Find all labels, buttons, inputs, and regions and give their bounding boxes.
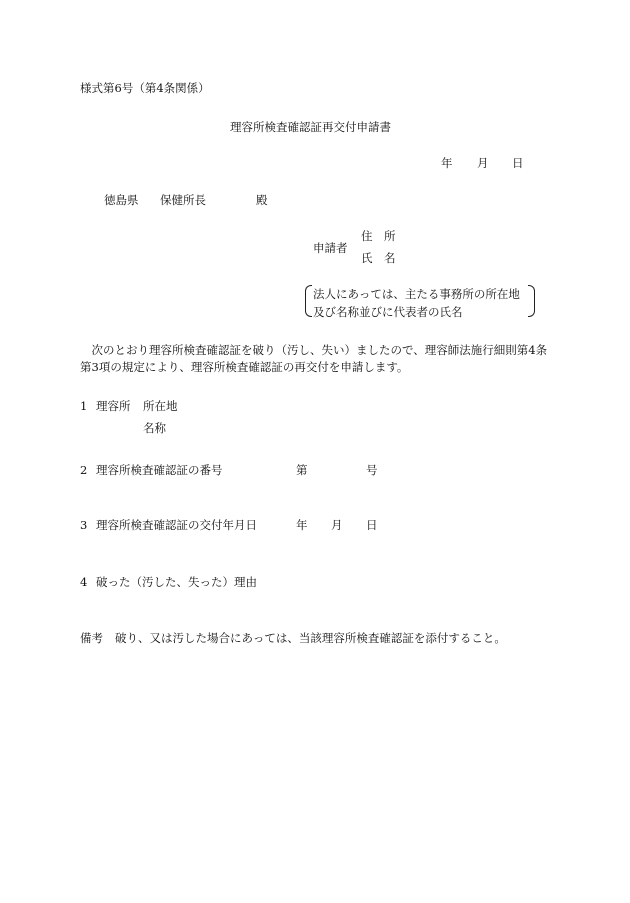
- item-3-month: 月: [331, 518, 343, 532]
- applicant-address-label: 住 所: [361, 229, 396, 243]
- item-1-label: 理容所: [96, 399, 131, 413]
- item-3-label: 理容所検査確認証の交付年月日: [96, 518, 257, 532]
- item-2-prefix: 第: [296, 463, 308, 477]
- item-2-label: 理容所検査確認証の番号: [96, 463, 223, 477]
- applicant-label: 申請者: [313, 241, 348, 255]
- item-3-day: 日: [366, 518, 378, 532]
- addressee-prefecture: 徳島県: [104, 193, 139, 207]
- applicant-note-line2: 及び名称並びに代表者の氏名: [313, 305, 463, 319]
- item-1-location-label: 所在地: [143, 399, 178, 413]
- item-4-label: 破った（汚した、失った）理由: [96, 575, 257, 589]
- remarks-label: 備考: [80, 631, 103, 645]
- item-3-year: 年: [296, 518, 308, 532]
- applicant-name-label: 氏 名: [361, 251, 396, 265]
- item-2-number: 2: [80, 463, 88, 477]
- remarks-text: 破り、又は汚した場合にあっては、当該理容所検査確認証を添付すること。: [115, 631, 506, 645]
- date-month: 月: [477, 156, 489, 170]
- item-3-number: 3: [80, 518, 88, 532]
- addressee-honorific: 殿: [256, 193, 268, 207]
- page-title: 理容所検査確認証再交付申請書: [230, 120, 391, 134]
- item-2-suffix: 号: [366, 463, 378, 477]
- date-year: 年: [441, 156, 453, 170]
- date-day: 日: [512, 156, 524, 170]
- note-bracket-right: [528, 285, 535, 317]
- note-bracket-left: [305, 285, 312, 317]
- form-id: 様式第6号（第4条関係）: [80, 81, 210, 95]
- item-1-number: 1: [80, 399, 88, 413]
- item-1-name-label: 名称: [143, 421, 166, 435]
- item-4-number: 4: [80, 575, 88, 589]
- addressee-office: 保健所長: [160, 193, 206, 207]
- body-text: 次のとおり理容所検査確認証を破り（汚し、失い）ましたので、理容師法施行細則第4条第3項の規定により、理容所検査確認証の再交付を申請します。: [80, 343, 548, 374]
- applicant-note-line1: 法人にあっては、主たる事務所の所在地: [313, 287, 520, 301]
